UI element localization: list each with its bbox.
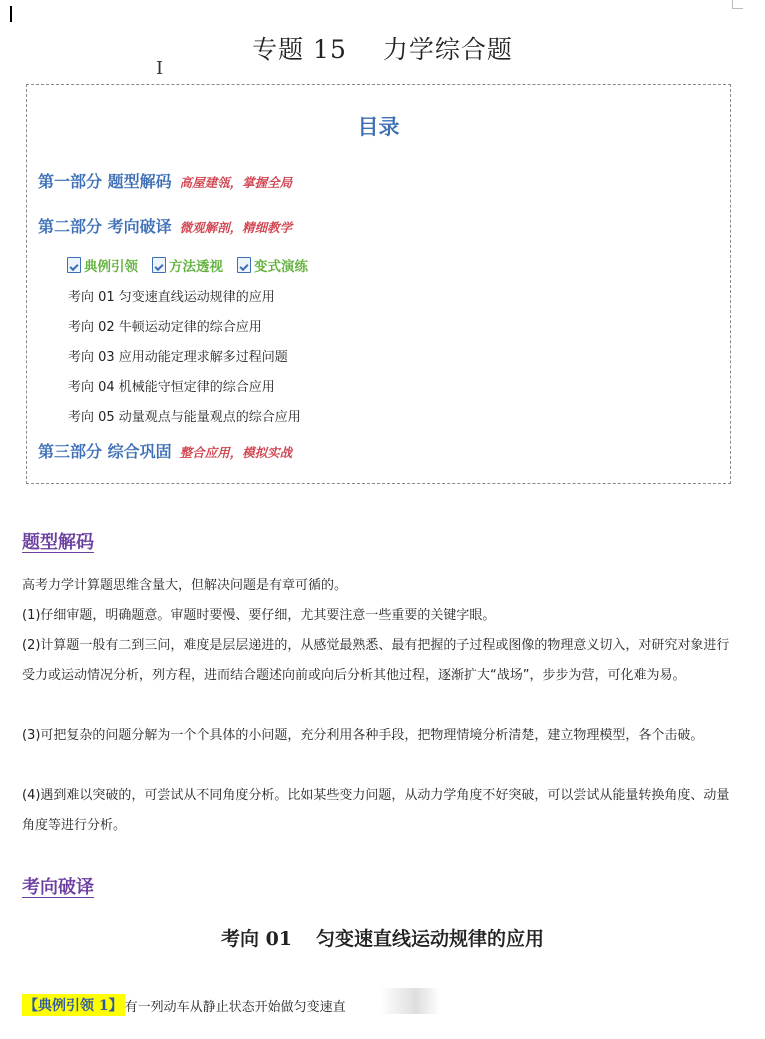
toc-item-05[interactable]: 考向 05 动量观点与能量观点的综合应用 — [68, 410, 301, 425]
toc-item-02[interactable]: 考向 02 牛顿运动定律的综合应用 — [68, 320, 262, 335]
toc-item-04[interactable]: 考向 04 机械能守恒定律的综合应用 — [68, 380, 275, 395]
toc-item-03[interactable]: 考向 03 应用动能定理求解多过程问题 — [68, 350, 288, 365]
section-heading-decode: 题型解码 — [22, 532, 94, 553]
checklist-doc-icon — [237, 257, 251, 273]
table-of-contents — [26, 84, 731, 484]
title-main: 力学综合题 — [382, 35, 513, 64]
example-line — [22, 994, 346, 1016]
method-label: 方法透视 — [169, 259, 223, 275]
text-caret — [10, 6, 12, 22]
section-heading-analysis: 考向破译 — [22, 877, 94, 898]
example-tag: 【典例引领 1】 — [22, 994, 125, 1016]
part-title: 第三部分 综合巩固 — [38, 442, 172, 461]
checklist-doc-icon — [67, 257, 81, 273]
ibeam-cursor-icon: I — [156, 58, 164, 79]
topic-title: 匀变速直线运动规律的应用 — [316, 928, 545, 950]
topic-prefix: 考向 01 — [220, 928, 293, 950]
part-subtitle: 微观解剖，精细教学 — [179, 220, 293, 235]
checklist-doc-icon — [152, 257, 166, 273]
part-title: 第一部分 题型解码 — [38, 172, 172, 191]
toc-part-3[interactable] — [38, 439, 292, 465]
example-text: 有一列动车从静止状态开始做匀变速直 — [124, 999, 346, 1015]
toc-part-2[interactable] — [38, 214, 292, 240]
toc-heading: 目录 — [357, 115, 400, 139]
paragraph-2: (2)计算题一般有二到三问，难度是层层递进的，从感觉最熟悉、最有把握的子过程或图像的物理意义切入，对研究对象进行受力或运动情况分析，列方程，进而结合题述向前或向后分析其他过程，逐渐扩大“战场”，步步为营，可化难为易。 — [22, 638, 730, 683]
paragraph-3: (3)可把复杂的问题分解为一个个具体的小问题，充分利用各种手段，把物理情境分析清楚，建立物理模型，各个击破。 — [22, 728, 704, 743]
title-prefix: 专题 15 — [252, 35, 347, 64]
toc-part-1[interactable] — [38, 169, 292, 195]
part-subtitle: 高屋建瓴，掌握全局 — [179, 175, 293, 190]
paragraph-1: (1)仔细审题，明确题意。审题时要慢、要仔细，尤其要注意一些重要的关键字眼。 — [22, 608, 496, 623]
method-list — [67, 255, 308, 275]
method-item-exercises[interactable] — [237, 255, 308, 275]
part-subtitle: 整合应用，模拟实战 — [179, 445, 293, 460]
document-title — [0, 30, 765, 66]
method-item-methods[interactable] — [152, 255, 223, 275]
part-title: 第二部分 考向破译 — [38, 217, 172, 236]
toc-item-01[interactable]: 考向 01 匀变速直线运动规律的应用 — [68, 290, 275, 305]
method-item-examples[interactable] — [67, 255, 138, 275]
method-label: 典例引领 — [84, 259, 138, 275]
paragraph-intro: 高考力学计算题思维含量大，但解决问题是有章可循的。 — [22, 578, 348, 593]
loading-fade — [380, 988, 440, 1014]
topic-heading — [0, 924, 765, 951]
paragraph-4: (4)遇到难以突破的，可尝试从不同角度分析。比如某些变力问题，从动力学角度不好突破，可以尝试从能量转换角度、动量角度等进行分析。 — [22, 788, 730, 833]
page-corner-mark — [732, 0, 743, 9]
method-label: 变式演练 — [254, 259, 308, 275]
